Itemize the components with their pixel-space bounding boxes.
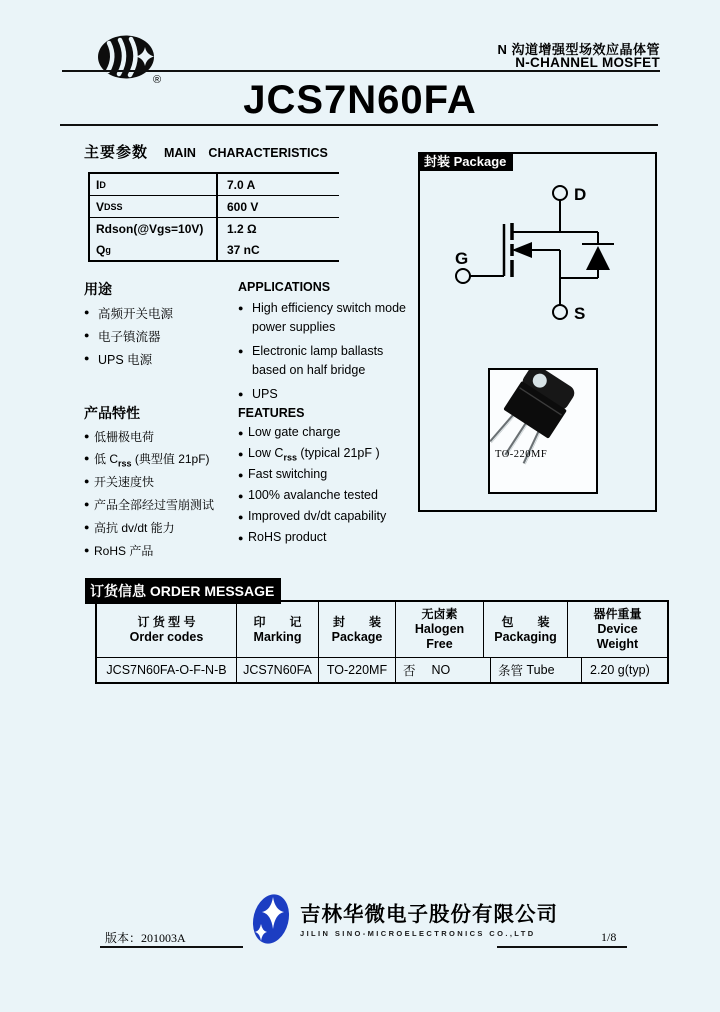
list-item [238, 530, 418, 547]
list-item [84, 542, 234, 560]
param-label [90, 239, 218, 260]
applications-en-section [238, 280, 410, 404]
order-table-row [97, 658, 667, 682]
package-panel [418, 152, 657, 512]
bullet-icon: ● [84, 430, 90, 441]
bullet-icon: ● [84, 453, 90, 464]
list-item [84, 350, 234, 368]
param-label [90, 174, 218, 195]
package-photo-frame [488, 368, 598, 494]
main-characteristics-heading-en: MAIN CHARACTERISTICS [164, 146, 328, 160]
package-label-zh: 封装 [424, 154, 451, 169]
list-item [238, 425, 418, 442]
param-value: 7.0 A [227, 177, 256, 192]
param-subscript: DSS [104, 201, 123, 212]
feature-item-zh: 低栅极电荷 [94, 429, 155, 444]
bullet-icon: ● [84, 330, 90, 340]
gate-terminal-label: G [455, 249, 469, 268]
source-terminal-label: S [574, 304, 586, 323]
feature-item-zh: 高抗 dv/dt 能力 [94, 521, 175, 536]
source-arrow-icon [512, 242, 532, 258]
list-item [238, 488, 418, 505]
bullet-icon: ● [238, 303, 244, 313]
feature-item-en: Low gate charge [248, 424, 341, 439]
param-symbol: V [96, 199, 105, 214]
list-item [238, 385, 410, 404]
features-heading-zh: 产品特性 [84, 405, 140, 421]
param-symbol: Q [96, 242, 106, 257]
bullet-icon: ● [84, 544, 90, 555]
column-header: 无卤素 Halogen Free [396, 602, 484, 657]
applications-heading-en: APPLICATIONS [238, 280, 331, 294]
feature-item-en: Improved dv/dt capability [248, 508, 387, 523]
application-item-en: UPS [252, 387, 278, 401]
table-row [90, 174, 339, 196]
bullet-icon: ● [238, 469, 244, 480]
bullet-icon: ● [238, 389, 244, 399]
list-item [84, 473, 234, 491]
bullet-icon: ● [238, 511, 244, 522]
list-item [84, 496, 234, 514]
mosfet-symbol [448, 180, 648, 340]
order-message-table [95, 600, 669, 684]
bullet-icon: ● [238, 346, 244, 356]
list-item [84, 327, 234, 345]
bullet-icon: ● [238, 532, 244, 543]
application-item-en: High efficiency switch mode power supplies [252, 301, 407, 334]
param-label [90, 218, 218, 239]
footer-rule-right [497, 946, 627, 948]
packaging-cell: 条管 Tube [491, 658, 582, 682]
order-table-header [97, 602, 667, 658]
footer-logo [246, 891, 296, 947]
list-item [238, 509, 418, 526]
features-heading-en: FEATURES [238, 406, 305, 420]
param-subscript: g [105, 244, 111, 255]
feature-item-en: 100% avalanche tested [248, 487, 378, 502]
param-value: 1.2 Ω [227, 221, 257, 236]
body-diode-icon [586, 246, 610, 270]
table-row [90, 196, 339, 218]
bullet-icon: ● [84, 307, 90, 317]
list-item [84, 450, 234, 468]
to220mf-package-image [490, 370, 592, 488]
list-item [238, 446, 418, 463]
applications-zh-section [84, 279, 234, 368]
part-number-title: JCS7N60FA [243, 78, 477, 122]
subtitle-en: N-CHANNEL MOSFET [515, 55, 660, 70]
column-header: 包 装 Packaging [484, 602, 568, 657]
list-item [84, 304, 234, 322]
package-label-en: Package [453, 154, 507, 169]
param-subscript: D [99, 179, 106, 190]
company-name-zh: 吉林华微电子股份有限公司 [300, 903, 558, 926]
footer-rule-left [100, 946, 243, 948]
feature-item-en: RoHS product [248, 529, 327, 544]
param-label [90, 196, 218, 217]
param-symbol: I [96, 177, 100, 192]
list-item [238, 299, 410, 337]
drain-terminal-label: D [574, 185, 587, 204]
application-item-en: Electronic lamp ballasts based on half bridge [252, 344, 384, 377]
param-value: 600 V [227, 199, 259, 214]
company-name-en: JILIN SINO-MICROELECTRONICS CO.,LTD [300, 929, 536, 938]
bullet-icon: ● [84, 499, 90, 510]
package-name-label: TO-220MF [495, 449, 548, 460]
bullet-icon: ● [84, 522, 90, 533]
application-item-zh: 电子镇流器 [98, 330, 161, 344]
main-characteristics-table [88, 172, 339, 262]
column-header: 封 装 Package [319, 602, 396, 657]
list-item [238, 467, 418, 484]
main-characteristics-heading [84, 141, 328, 162]
table-row [90, 218, 339, 239]
feature-item-en: Low $C_{rss}$ (typical 21pF ) [248, 445, 380, 462]
list-item [238, 342, 410, 380]
bullet-icon: ● [84, 353, 90, 363]
page-number: 1/8 [601, 930, 617, 944]
bullet-icon: ● [238, 448, 244, 459]
column-header: 印 记 Marking [237, 602, 319, 657]
list-item [84, 519, 234, 537]
feature-item-en: Fast switching [248, 466, 328, 481]
registered-mark: ® [153, 74, 162, 85]
column-header: 器件重量 Device Weight [593, 607, 642, 651]
package-panel-label [419, 153, 513, 171]
halogen-free-cell: 否 NO [396, 658, 491, 682]
param-value: 37 nC [227, 242, 260, 257]
package-cell: TO-220MF [319, 658, 396, 682]
device-weight-cell: 2.20 g(typ) [590, 663, 650, 677]
features-en-section [238, 406, 418, 546]
param-symbol: Rdson(@Vgs=10V) [96, 221, 204, 236]
header-rule-top [62, 70, 660, 72]
footer-company [300, 897, 558, 938]
feature-item-zh: 产品全部经过雪崩测试 [94, 498, 215, 513]
application-item-zh: 高频开关电源 [98, 307, 174, 321]
feature-item-zh: 开关速度快 [94, 475, 155, 490]
features-zh-section [84, 403, 234, 560]
footer-logo-icon [246, 891, 296, 947]
version-label: 版本：201003A [105, 931, 186, 945]
applications-heading-zh: 用途 [84, 281, 112, 297]
application-item-zh: UPS 电源 [98, 353, 153, 367]
main-characteristics-heading-zh: 主要参数 [84, 144, 149, 161]
bullet-icon: ● [238, 427, 244, 438]
order-message-label-en: ORDER MESSAGE [149, 582, 275, 599]
order-code-cell: JCS7N60FA-O-F-N-B [97, 658, 237, 682]
feature-item-zh: RoHS 产品 [94, 543, 154, 558]
header-rule-bottom [60, 124, 658, 126]
order-message-label-zh: 订货信息 [90, 582, 146, 599]
bullet-icon: ● [238, 490, 244, 501]
feature-item-zh: 低 $C_{rss}$ (典型值 21pF) [94, 452, 210, 469]
column-header: 订 货 型 号 Order codes [97, 602, 237, 657]
table-row [90, 239, 339, 260]
list-item [84, 428, 234, 446]
bullet-icon: ● [84, 476, 90, 487]
subtitle-zh: N 沟道增强型场效应晶体管 [497, 42, 660, 57]
marking-cell: JCS7N60FA [237, 658, 319, 682]
